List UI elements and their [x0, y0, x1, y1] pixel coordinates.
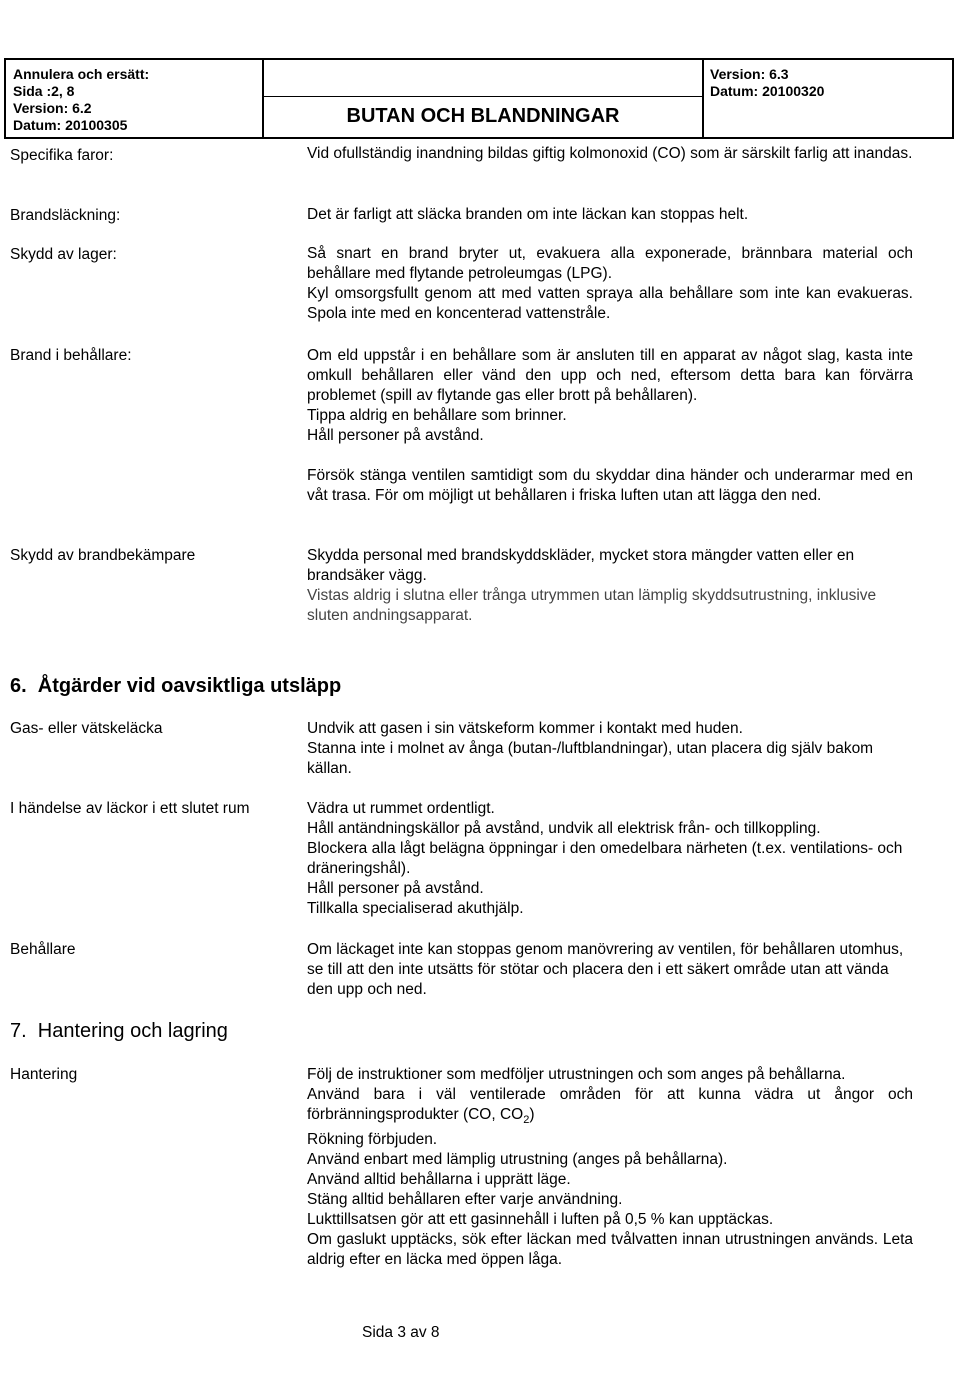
- section-6-title: 6. Åtgärder vid oavsiktliga utsläpp: [10, 675, 342, 697]
- header-left-border: [4, 58, 6, 139]
- label-container-fire: Brand i behållare:: [10, 347, 132, 364]
- text-line: Håll personer på avstånd.: [307, 880, 484, 897]
- text-line: Rökning förbjuden.: [307, 1131, 438, 1149]
- label-firefighter-protection: Skydd av brandbekämpare: [10, 547, 196, 564]
- text-segment: Använd bara i väl ventilerade områden för att kunna vädra ut ångor och förbränningsprodukter (CO, CO: [307, 1086, 913, 1123]
- text-line: Undvik att gasen i sin vätskeform kommer i kontakt med huden.: [307, 720, 743, 737]
- text-line: Håll personer på avstånd.: [307, 427, 484, 444]
- text-specific-hazards: [307, 144, 913, 164]
- text-line: Försök stänga ventilen samtidigt som du skyddar dina händer och underarmar med en våt trasa. För om möjligt ut behållaren i friska luften utan att lägga den ned.: [307, 467, 913, 504]
- header-top-border: [4, 58, 954, 60]
- text-storage-protection: [307, 244, 913, 324]
- text-segment: ): [529, 1106, 535, 1123]
- header-supersedes-page: Sida :2, 8: [13, 83, 75, 99]
- text-line: Tippa aldrig en behållare som brinner.: [307, 407, 567, 424]
- text-line: Vid ofullständig inandning bildas giftig kolmonoxid (CO) som är särskilt farlig att inandas.: [307, 145, 913, 162]
- text-firefighter-protection: [307, 546, 913, 626]
- text-line: Tillkalla specialiserad akuthjälp.: [307, 900, 524, 917]
- header-divider-right: [702, 58, 704, 139]
- header-date: Datum: 20100320: [710, 83, 825, 99]
- text-line: Kyl omsorgsfullt genom att med vatten spraya alla behållare som inte kan evakueras. Spola inte med en koncenterad vattenstråle.: [307, 285, 913, 322]
- label-handling: Hantering: [10, 1066, 78, 1083]
- text-line: Skydda personal med brandskyddskläder, mycket stora mängder vatten eller en brandsäker vägg.: [307, 547, 855, 584]
- header-bottom-border: [4, 137, 954, 139]
- document-title: BUTAN OCH BLANDNINGAR: [346, 105, 620, 127]
- text-container: [307, 940, 913, 1000]
- text-line: Håll antändningskällor på avstånd, undvik all elektrisk från- och tillkoppling.: [307, 820, 821, 837]
- text-line: Använd alltid behållarna i upprätt läge.: [307, 1171, 571, 1189]
- header-version: Version: 6.3: [710, 66, 789, 82]
- header-title-rule: [262, 96, 704, 97]
- text-line: Vistas aldrig i slutna eller trånga utrymmen utan lämplig skyddsutrustning, inklusive sluten andningsapparat.: [307, 587, 877, 624]
- text-line: Om eld uppstår i en behållare som är ansluten till en apparat av något slag, kasta inte omkull behållaren eller vänd den upp och ned, eftersom detta bara kan förvärra problemet (spill av flytande gas eller brott på behållaren).: [307, 347, 913, 404]
- header-right-block: [710, 66, 824, 100]
- label-closed-room-leak: I händelse av läckor i ett slutet rum: [10, 800, 250, 817]
- page-number: Sida 3 av 8: [362, 1324, 440, 1341]
- label-fire-extinguishing: Brandsläckning:: [10, 207, 121, 224]
- section-7-title: 7. Hantering och lagring: [10, 1020, 228, 1042]
- text-fire-extinguishing: Det är farligt att släcka branden om inte läckan kan stoppas helt.: [307, 206, 749, 223]
- header-supersedes-date: Datum: 20100305: [13, 117, 128, 133]
- label-container: Behållare: [10, 941, 76, 958]
- text-line: Vädra ut rummet ordentligt.: [307, 800, 495, 817]
- header-supersedes-version: Version: 6.2: [13, 100, 92, 116]
- subscript: 2: [523, 1114, 530, 1127]
- text-line: Använd enbart med lämplig utrustning (anges på behållarna).: [307, 1151, 728, 1169]
- text-line: Stanna inte i molnet av ånga (butan-/luftblandningar), utan placera dig själv bakom källan.: [307, 740, 874, 777]
- label-storage-protection: Skydd av lager:: [10, 246, 117, 263]
- label-gas-liquid-leak: Gas- eller vätskeläcka: [10, 720, 163, 737]
- text-handling: [307, 1065, 913, 1270]
- text-gas-liquid-leak: [307, 719, 913, 779]
- text-line: Blockera alla lågt belägna öppningar i den omedelbara närheten (t.ex. ventilations- och dräneringshål).: [307, 840, 903, 877]
- text-closed-room-leak: [307, 799, 913, 919]
- text-line: Stäng alltid behållaren efter varje användning.: [307, 1191, 623, 1209]
- text-line-with-subscript: [307, 1085, 913, 1130]
- text-line: Om gaslukt upptäcks, sök efter läckan med tvålvatten innan utrustningen används. Leta aldrig efter en läcka med öppen låga.: [307, 1231, 913, 1269]
- text-container-fire: [307, 346, 913, 446]
- text-line: Så snart en brand bryter ut, evakuera alla exponerade, brännbara material och behållare med flytande petroleumgas (LPG).: [307, 245, 913, 282]
- text-close-valve: [307, 466, 913, 506]
- text-line: Om läckaget inte kan stoppas genom manövrering av ventilen, för behållaren utomhus, se till att den inte utsätts för stötar och placera den i ett säkert område utan att vända den upp och ned.: [307, 941, 904, 998]
- header-supersedes: Annulera och ersätt:: [13, 66, 150, 82]
- text-line: Lukttillsatsen gör att ett gasinnehåll i luften på 0,5 % kan upptäckas.: [307, 1211, 774, 1229]
- header-left-block: [13, 66, 149, 134]
- text-line: Följ de instruktioner som medföljer utrustningen och som anges på behållarna.: [307, 1066, 846, 1083]
- header-right-border: [952, 58, 954, 139]
- label-specific-hazards: Specifika faror:: [10, 147, 114, 164]
